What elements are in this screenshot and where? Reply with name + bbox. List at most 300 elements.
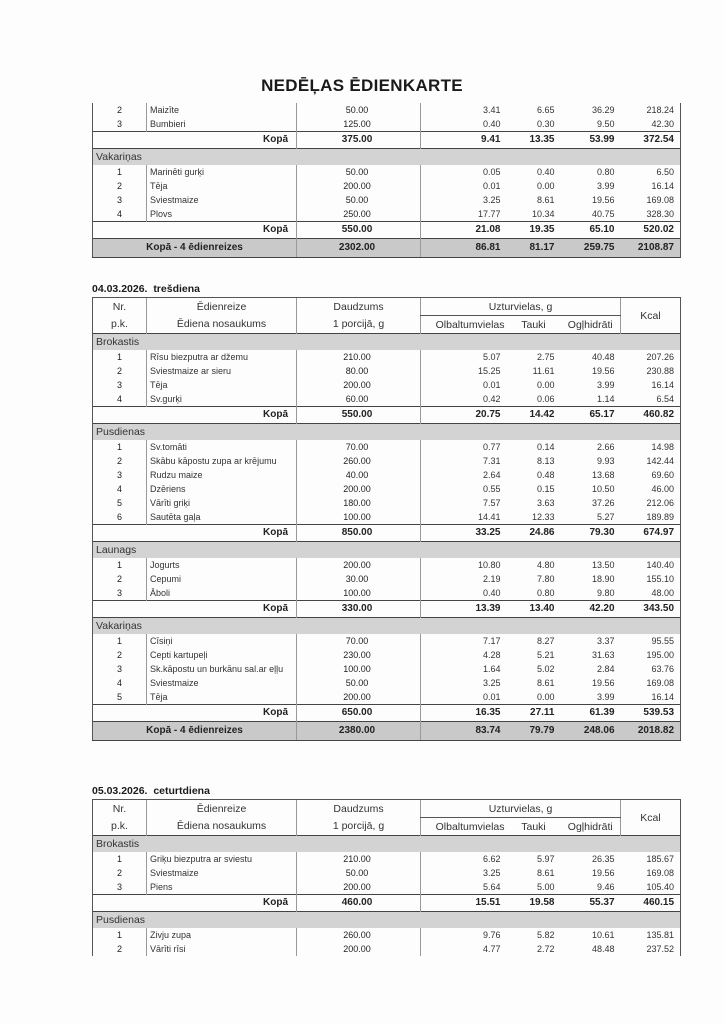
fat-value: 8.27: [536, 636, 555, 646]
meal-name: Launags: [93, 542, 681, 559]
dish-name: Sviestmaize ar sieru: [147, 364, 297, 378]
item-number: 1: [93, 928, 147, 942]
meal-name: Vakariņas: [93, 149, 681, 166]
portion-grams: 100.00: [297, 510, 421, 525]
kcal-value: 135.81: [621, 928, 681, 942]
sum-protein: 86.81: [421, 239, 507, 258]
col-kcal: Kcal: [621, 298, 681, 334]
portion-grams: 200.00: [297, 942, 421, 956]
item-number: 2: [93, 364, 147, 378]
kcal-value: 48.00: [621, 586, 681, 601]
carbs-value: 0.80: [596, 167, 615, 177]
sum-fat: 13.35: [507, 132, 561, 149]
table-row: [93, 482, 681, 496]
header-row-1: [93, 298, 681, 316]
carbs-value: 3.37: [596, 636, 615, 646]
meal-subtotal-row: [93, 222, 681, 239]
portion-grams: 50.00: [297, 103, 421, 117]
sum-kcal: 2108.87: [621, 239, 681, 258]
portion-grams: 210.00: [297, 852, 421, 866]
kcal-value: 16.14: [621, 378, 681, 392]
carbs-value: 19.56: [591, 678, 615, 688]
item-number: 4: [93, 207, 147, 222]
fat-value: 0.00: [536, 380, 555, 390]
portion-grams: 60.00: [297, 392, 421, 407]
portion-grams: 100.00: [297, 586, 421, 601]
carbs-value: 3.99: [596, 181, 615, 191]
dish-name: Sv.gurķi: [147, 392, 297, 407]
kcal-value: 140.40: [621, 558, 681, 572]
item-number: 1: [93, 165, 147, 179]
sum-kcal: 539.53: [621, 705, 681, 722]
meal-group-header: [93, 618, 681, 635]
portion-grams: 50.00: [297, 193, 421, 207]
row-label: Kopā: [93, 705, 297, 722]
col-pk: p.k.: [93, 316, 147, 334]
fat-value: 2.75: [536, 352, 555, 362]
carbs-value: 2.66: [596, 442, 615, 452]
fat-value: 5.97: [536, 854, 555, 864]
fat-value: 0.40: [536, 167, 555, 177]
protein-value: 10.80: [421, 558, 507, 572]
col-meal: Ēdienreize: [147, 800, 297, 818]
protein-value: 7.57: [421, 496, 507, 510]
header-row-1: [93, 800, 681, 818]
item-number: 2: [93, 179, 147, 193]
item-number: 1: [93, 634, 147, 648]
col-nutrients: Uzturvielas, g: [421, 800, 621, 818]
meal-subtotal-row: [93, 895, 681, 912]
col-nr: Nr.: [93, 298, 147, 316]
kcal-value: 46.00: [621, 482, 681, 496]
item-number: 3: [93, 117, 147, 132]
meal-group-header: [93, 424, 681, 441]
table-row: [93, 165, 681, 179]
meal-subtotal-row: [93, 525, 681, 542]
carbs-value: 10.50: [591, 484, 615, 494]
dish-name: Tēja: [147, 690, 297, 705]
table-row: [93, 558, 681, 572]
day-heading: [92, 282, 680, 296]
sum-kcal: 460.15: [621, 895, 681, 912]
fat-value: 0.14: [536, 442, 555, 452]
kcal-value: 169.08: [621, 676, 681, 690]
sum-kcal: 2018.82: [621, 722, 681, 741]
table-row: [93, 392, 681, 407]
table-row: [93, 852, 681, 866]
col-dish: Ēdiena nosaukums: [147, 316, 297, 334]
item-number: 4: [93, 392, 147, 407]
carbs-value: 9.46: [596, 882, 615, 892]
carbs-value: 37.26: [591, 498, 615, 508]
table-row: [93, 634, 681, 648]
carbs-value: 10.61: [591, 930, 615, 940]
fat-value: 0.00: [536, 692, 555, 702]
protein-value: 3.25: [421, 676, 507, 690]
meal-group-header: [93, 334, 681, 351]
item-number: 2: [93, 103, 147, 117]
carbs-value: 48.48: [591, 944, 615, 954]
carbs-value: 9.80: [596, 588, 615, 598]
portion-grams: 260.00: [297, 928, 421, 942]
sum-carbs: 65.10: [561, 222, 621, 239]
dish-name: Āboli: [147, 586, 297, 601]
row-label: Kopā - 4 ēdienreizes: [93, 239, 297, 258]
portion-grams: 125.00: [297, 117, 421, 132]
fat-value: 6.65: [536, 105, 555, 115]
fat-value: 2.72: [536, 944, 555, 954]
protein-value: 2.19: [421, 572, 507, 586]
table-row: [93, 942, 681, 956]
meal-group-header: [93, 542, 681, 559]
meal-group-header: [93, 836, 681, 853]
table-row: [93, 690, 681, 705]
carbs-value: 19.56: [591, 195, 615, 205]
carbs-value: 40.75: [591, 209, 615, 219]
sum-protein: 16.35: [421, 705, 507, 722]
protein-value: 0.01: [421, 378, 507, 392]
table-row: [93, 207, 681, 222]
sum-kcal: 520.02: [621, 222, 681, 239]
col-protein: Olbaltumvielas: [421, 316, 507, 334]
sum-carbs: 61.39: [561, 705, 621, 722]
fat-value: 12.33: [531, 512, 555, 522]
sum-protein: 13.39: [421, 601, 507, 618]
meal-subtotal-row: [93, 601, 681, 618]
dish-name: Piens: [147, 880, 297, 895]
item-number: 2: [93, 454, 147, 468]
kcal-value: 6.54: [621, 392, 681, 407]
sum-fat: 14.42: [507, 407, 561, 424]
table-row: [93, 440, 681, 454]
dish-name: Vārīti rīsi: [147, 942, 297, 956]
col-carbs: Ogļhidrāti: [567, 820, 613, 833]
fat-value: 8.61: [536, 678, 555, 688]
dish-name: Sviestmaize: [147, 193, 297, 207]
dish-name: Plovs: [147, 207, 297, 222]
meal-group-header: [93, 912, 681, 929]
kcal-value: 142.44: [621, 454, 681, 468]
kcal-value: 169.08: [621, 866, 681, 880]
protein-value: 0.42: [421, 392, 507, 407]
sum-protein: 20.75: [421, 407, 507, 424]
sum-grams: 2380.00: [297, 722, 421, 741]
dish-name: Rīsu biezputra ar džemu: [147, 350, 297, 364]
sum-grams: 2302.00: [297, 239, 421, 258]
kcal-value: 14.98: [621, 440, 681, 454]
kcal-value: 169.08: [621, 193, 681, 207]
item-number: 4: [93, 482, 147, 496]
dish-name: Dzēriens: [147, 482, 297, 496]
col-dish: Ēdiena nosaukums: [147, 818, 297, 836]
dish-name: Sviestmaize: [147, 866, 297, 880]
fat-value: 0.48: [536, 470, 555, 480]
protein-value: 6.62: [421, 852, 507, 866]
item-number: 3: [93, 468, 147, 482]
kcal-value: 207.26: [621, 350, 681, 364]
row-label: Kopā: [93, 222, 297, 239]
portion-grams: 100.00: [297, 662, 421, 676]
table-row: [93, 468, 681, 482]
carbs-value: 3.99: [596, 692, 615, 702]
table-row: [93, 586, 681, 601]
table-row: [93, 496, 681, 510]
table-row: [93, 103, 681, 117]
protein-value: 0.01: [421, 690, 507, 705]
kcal-value: 42.30: [621, 117, 681, 132]
portion-grams: 250.00: [297, 207, 421, 222]
dish-name: Zivju zupa: [147, 928, 297, 942]
dish-name: Sv.tomāti: [147, 440, 297, 454]
carbs-value: 5.27: [596, 512, 615, 522]
fat-value: 5.21: [536, 650, 555, 660]
header-row-2: [93, 818, 681, 836]
item-number: 2: [93, 648, 147, 662]
fat-value: 0.30: [536, 119, 555, 129]
col-protein: Olbaltumvielas: [421, 818, 507, 836]
fat-value: 0.15: [536, 484, 555, 494]
sum-kcal: 372.54: [621, 132, 681, 149]
table-row: [93, 193, 681, 207]
col-qty: Daudzums: [297, 298, 421, 316]
item-number: 1: [93, 350, 147, 364]
dish-name: Vārīti griķi: [147, 496, 297, 510]
menu-table-prev-day: [92, 103, 681, 258]
table-row: [93, 378, 681, 392]
col-nr: Nr.: [93, 800, 147, 818]
portion-grams: 40.00: [297, 468, 421, 482]
col-pk: p.k.: [93, 818, 147, 836]
portion-grams: 70.00: [297, 440, 421, 454]
meal-subtotal-row: [93, 132, 681, 149]
dish-name: Marinēti gurķi: [147, 165, 297, 179]
kcal-value: 16.14: [621, 179, 681, 193]
portion-grams: 260.00: [297, 454, 421, 468]
portion-grams: 200.00: [297, 482, 421, 496]
fat-value: 0.00: [536, 181, 555, 191]
portion-grams: 50.00: [297, 866, 421, 880]
table-row: [93, 117, 681, 132]
item-number: 2: [93, 866, 147, 880]
kcal-value: 16.14: [621, 690, 681, 705]
meal-name: Pusdienas: [93, 424, 681, 441]
carbs-value: 26.35: [591, 854, 615, 864]
menu-table-day-1: [92, 297, 681, 741]
day-date: 04.03.2026.: [92, 283, 148, 295]
kcal-value: 105.40: [621, 880, 681, 895]
portion-grams: 230.00: [297, 648, 421, 662]
table-row: [93, 510, 681, 525]
protein-value: 2.64: [421, 468, 507, 482]
col-carbs: Ogļhidrāti: [567, 318, 613, 331]
day-date: 05.03.2026.: [92, 785, 148, 797]
dish-name: Skābu kāpostu zupa ar krējumu: [147, 454, 297, 468]
protein-value: 0.55: [421, 482, 507, 496]
protein-value: 5.64: [421, 880, 507, 895]
dish-name: Sautēta gaļa: [147, 510, 297, 525]
table-row: [93, 676, 681, 690]
sum-fat: 19.58: [507, 895, 561, 912]
col-nutrients: Uzturvielas, g: [421, 298, 621, 316]
table-row: [93, 454, 681, 468]
sum-protein: 21.08: [421, 222, 507, 239]
portion-grams: 200.00: [297, 558, 421, 572]
dish-name: Griķu biezputra ar sviestu: [147, 852, 297, 866]
item-number: 3: [93, 662, 147, 676]
kcal-value: 63.76: [621, 662, 681, 676]
protein-value: 14.41: [421, 510, 507, 525]
dish-name: Sk.kāpostu un burkānu sal.ar eļļu: [147, 662, 297, 676]
dish-name: Tēja: [147, 378, 297, 392]
table-row: [93, 662, 681, 676]
kcal-value: 95.55: [621, 634, 681, 648]
col-meal: Ēdienreize: [147, 298, 297, 316]
table-row: [93, 572, 681, 586]
meal-name: Pusdienas: [93, 912, 681, 929]
item-number: 1: [93, 558, 147, 572]
table-row: [93, 350, 681, 364]
sum-carbs: 79.30: [561, 525, 621, 542]
menu-table-day-2: [92, 799, 681, 956]
day-total-row: [93, 239, 681, 258]
kcal-value: 6.50: [621, 165, 681, 179]
meal-name: Brokastis: [93, 334, 681, 351]
item-number: 2: [93, 572, 147, 586]
dish-name: Maizīte: [147, 103, 297, 117]
carbs-value: 9.93: [596, 456, 615, 466]
portion-grams: 200.00: [297, 880, 421, 895]
protein-value: 0.05: [421, 165, 507, 179]
protein-value: 7.31: [421, 454, 507, 468]
day-weekday: ceturtdiena: [153, 785, 210, 797]
sum-grams: 850.00: [297, 525, 421, 542]
sum-grams: 330.00: [297, 601, 421, 618]
fat-value: 10.34: [531, 209, 555, 219]
protein-value: 0.40: [421, 586, 507, 601]
carbs-value: 18.90: [591, 574, 615, 584]
protein-value: 3.41: [421, 103, 507, 117]
fat-value: 0.80: [536, 588, 555, 598]
menu-continuation: [92, 103, 680, 258]
kcal-value: 189.89: [621, 510, 681, 525]
portion-grams: 180.00: [297, 496, 421, 510]
dish-name: Rudzu maize: [147, 468, 297, 482]
carbs-value: 19.56: [591, 366, 615, 376]
fat-value: 5.00: [536, 882, 555, 892]
day-weekday: trešdiena: [153, 283, 200, 295]
sum-carbs: 259.75: [561, 239, 621, 258]
sum-carbs: 55.37: [561, 895, 621, 912]
col-kcal: Kcal: [621, 800, 681, 836]
carbs-value: 9.50: [596, 119, 615, 129]
kcal-value: 237.52: [621, 942, 681, 956]
fat-value: 0.06: [536, 394, 555, 404]
table-row: [93, 364, 681, 378]
table-row: [93, 928, 681, 942]
protein-value: 9.76: [421, 928, 507, 942]
protein-value: 3.25: [421, 866, 507, 880]
protein-value: 1.64: [421, 662, 507, 676]
portion-grams: 210.00: [297, 350, 421, 364]
protein-value: 4.28: [421, 648, 507, 662]
sum-fat: 79.79: [507, 722, 561, 741]
protein-value: 3.25: [421, 193, 507, 207]
item-number: 3: [93, 586, 147, 601]
fat-value: 5.82: [536, 930, 555, 940]
sum-kcal: 460.82: [621, 407, 681, 424]
meal-name: Brokastis: [93, 836, 681, 853]
item-number: 3: [93, 378, 147, 392]
table-row: [93, 648, 681, 662]
dish-name: Cīsiņi: [147, 634, 297, 648]
carbs-value: 3.99: [596, 380, 615, 390]
protein-value: 7.17: [421, 634, 507, 648]
carbs-value: 2.84: [596, 664, 615, 674]
portion-grams: 50.00: [297, 676, 421, 690]
meal-subtotal-row: [93, 407, 681, 424]
carbs-value: 19.56: [591, 868, 615, 878]
portion-grams: 80.00: [297, 364, 421, 378]
fat-value: 4.80: [536, 560, 555, 570]
kcal-value: 195.00: [621, 648, 681, 662]
protein-value: 0.01: [421, 179, 507, 193]
portion-grams: 50.00: [297, 165, 421, 179]
day-total-row: [93, 722, 681, 741]
sum-kcal: 674.97: [621, 525, 681, 542]
item-number: 2: [93, 942, 147, 956]
protein-value: 17.77: [421, 207, 507, 222]
protein-value: 5.07: [421, 350, 507, 364]
carbs-value: 31.63: [591, 650, 615, 660]
sum-carbs: 53.99: [561, 132, 621, 149]
portion-grams: 70.00: [297, 634, 421, 648]
dish-name: Cepumi: [147, 572, 297, 586]
carbs-value: 40.48: [591, 352, 615, 362]
sum-fat: 27.11: [507, 705, 561, 722]
item-number: 3: [93, 193, 147, 207]
col-portion: 1 porcijā, g: [297, 818, 421, 836]
day-heading: [92, 784, 680, 798]
row-label: Kopā: [93, 407, 297, 424]
sum-fat: 19.35: [507, 222, 561, 239]
sum-carbs: 248.06: [561, 722, 621, 741]
table-row: [93, 880, 681, 895]
portion-grams: 200.00: [297, 179, 421, 193]
table-row: [93, 179, 681, 193]
sum-fat: 24.86: [507, 525, 561, 542]
kcal-value: 185.67: [621, 852, 681, 866]
protein-value: 0.40: [421, 117, 507, 132]
meal-name: Vakariņas: [93, 618, 681, 635]
col-portion: 1 porcijā, g: [297, 316, 421, 334]
sum-protein: 9.41: [421, 132, 507, 149]
day-section-1: [92, 282, 680, 741]
kcal-value: 212.06: [621, 496, 681, 510]
kcal-value: 155.10: [621, 572, 681, 586]
dish-name: Jogurts: [147, 558, 297, 572]
sum-grams: 550.00: [297, 407, 421, 424]
fat-value: 3.63: [536, 498, 555, 508]
protein-value: 0.77: [421, 440, 507, 454]
col-fat: Tauki: [521, 318, 546, 331]
sum-fat: 13.40: [507, 601, 561, 618]
portion-grams: 200.00: [297, 690, 421, 705]
portion-grams: 30.00: [297, 572, 421, 586]
item-number: 1: [93, 852, 147, 866]
sum-protein: 33.25: [421, 525, 507, 542]
meal-group-header: [93, 149, 681, 166]
fat-value: 11.61: [532, 366, 555, 376]
